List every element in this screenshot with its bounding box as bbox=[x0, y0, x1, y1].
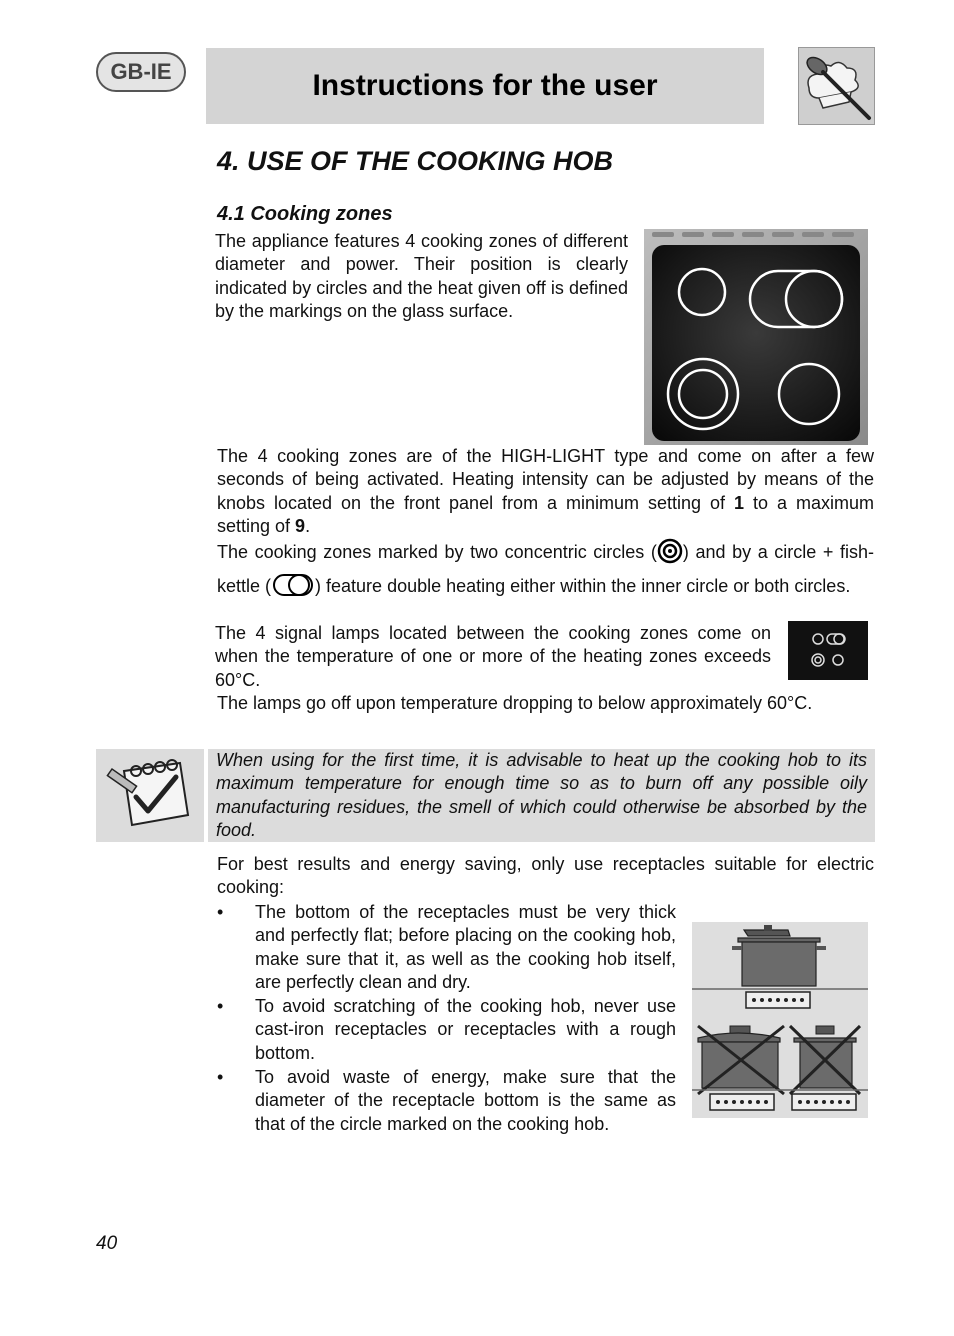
signal-lamps-illustration bbox=[788, 621, 868, 680]
p2-min-setting: 1 bbox=[734, 492, 745, 513]
concentric-circles-icon bbox=[657, 538, 683, 572]
p3-text-b: ) and by a circle + fish-kettle ( bbox=[217, 542, 874, 596]
p2-text-c: . bbox=[305, 515, 311, 536]
p3-text-a: The cooking zones marked by two concentric circles ( bbox=[217, 542, 657, 562]
bullet-dot: • bbox=[217, 996, 224, 1017]
page-number: 40 bbox=[96, 1233, 118, 1254]
paragraph-double-heating bbox=[217, 538, 874, 606]
note-text: When using for the first time, it is advisable to heat up the cooking hob to its maximum temperature for enough time so as to burn off any possible oily manufacturing residues, the smell of which could otherwise be absorbed by the food. bbox=[216, 750, 867, 840]
p2-text-b: to a maximum setting of bbox=[217, 492, 874, 536]
list-item-text: To avoid scratching of the cooking hob, never use cast-iron receptacles or receptacles with a rough bottom. bbox=[255, 996, 676, 1063]
bullet-dot: • bbox=[217, 1067, 224, 1088]
list-item-text: The bottom of the receptacles must be very thick and perfectly flat; before placing on the cooking hob, make sure that it, as well as the cooking hob itself, are perfectly clean and dry. bbox=[255, 902, 676, 992]
receptacles-illustration bbox=[692, 922, 868, 1118]
p3-text-c: ) feature double heating either within the inner circle or both circles. bbox=[315, 576, 851, 596]
list-item-text: To avoid waste of energy, make sure that the diameter of the receptacle bottom is the same as that of the circle marked on the cooking hob. bbox=[255, 1067, 676, 1134]
chef-hat-spoon-icon bbox=[798, 47, 875, 125]
first-use-note bbox=[208, 749, 875, 842]
p2-max-setting: 9 bbox=[295, 515, 306, 536]
list-item bbox=[217, 1066, 676, 1136]
paragraph-high-light bbox=[217, 445, 874, 538]
bullet-dot: • bbox=[217, 902, 224, 922]
notepad-checkmark-icon bbox=[96, 749, 204, 842]
paragraph-signal-lamps: The 4 signal lamps located between the cooking zones come on when the temperature of one or more of the heating zones exceeds 60°C. bbox=[215, 623, 771, 690]
cooking-hob-illustration bbox=[644, 229, 868, 445]
paragraph-cooking-zones-intro: The appliance features 4 cooking zones of different diameter and power. Their position is clearly indicated by circles and the heat given off is defined by the markings on the glass surface. bbox=[215, 231, 628, 321]
receptacle-tips-list bbox=[217, 901, 676, 1137]
section-title: 4. USE OF THE COOKING HOB bbox=[217, 146, 614, 176]
paragraph-lamps-off: The lamps go off upon temperature dropping to below approximately 60°C. bbox=[217, 693, 813, 713]
page-header-title bbox=[206, 48, 764, 124]
region-badge: GB-IE bbox=[96, 52, 186, 92]
header-title-text: Instructions for the user bbox=[312, 69, 658, 102]
list-item bbox=[217, 995, 676, 1065]
paragraph-receptacles-intro: For best results and energy saving, only use receptacles suitable for electric cooking: bbox=[217, 854, 874, 898]
p2-text-a: The 4 cooking zones are of the HIGH-LIGHT type and come on after a few seconds of being activated. Heating intensity can be adjusted by means of the knobs located on the front panel from a minimum setting of bbox=[217, 446, 874, 513]
list-item bbox=[217, 901, 676, 994]
subsection-title: 4.1 Cooking zones bbox=[217, 203, 393, 225]
circle-fish-kettle-icon bbox=[271, 572, 315, 606]
